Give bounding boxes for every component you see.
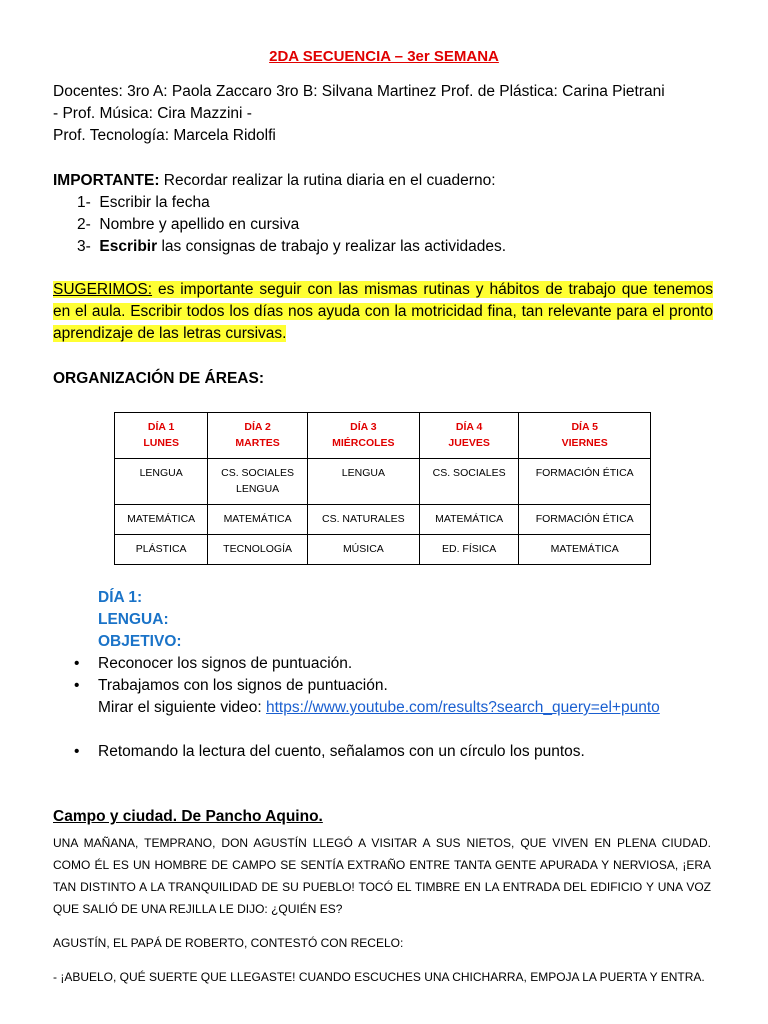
- organizacion-title: ORGANIZACIÓN DE ÁREAS:: [53, 370, 264, 387]
- story-paragraph: AGUSTÍN, EL PAPÁ DE ROBERTO, CONTESTÓ CON RECELO:: [53, 936, 404, 950]
- table-cell: MATEMÁTICA: [519, 535, 651, 565]
- table-header-day-5: DÍA 5 VIERNES: [519, 413, 651, 459]
- dia1-area: LENGUA:: [98, 611, 169, 628]
- rutina-item: [77, 236, 713, 258]
- bullet-icon: •: [74, 743, 80, 760]
- list-item-text: Reconocer los signos de puntuación.: [98, 655, 353, 672]
- table-header-day-2: DÍA 2 MARTES: [208, 413, 308, 459]
- dia1-day: DÍA 1:: [98, 589, 143, 606]
- table-header-row: [115, 413, 651, 459]
- table-cell: TECNOLOGÍA: [208, 535, 308, 565]
- rutina-item: [77, 214, 713, 236]
- areas-table: [114, 412, 651, 565]
- table-cell: MÚSICA: [307, 535, 419, 565]
- table-cell: PLÁSTICA: [115, 535, 208, 565]
- table-cell: FORMACIÓN ÉTICA: [519, 459, 651, 505]
- rutina-list: [53, 192, 713, 258]
- importante-label: IMPORTANTE:: [53, 172, 160, 189]
- table-cell: LENGUA: [115, 459, 208, 505]
- bullet-icon: •: [74, 655, 80, 672]
- rutina-item-bold: Escribir: [99, 238, 158, 255]
- table-cell: CS. NATURALES: [307, 505, 419, 535]
- list-item: [74, 653, 734, 675]
- story-paragraph: - ¡ABUELO, QUÉ SUERTE QUE LLEGASTE! CUANDO ESCUCHES UNA CHICHARRA, EMPOJA LA PUERTA Y ENTRA.: [53, 970, 705, 984]
- document-title: 2DA SECUENCIA – 3er SEMANA: [269, 48, 499, 65]
- list-item: [74, 675, 734, 719]
- objetivos-list: [74, 653, 734, 763]
- list-item-text: Trabajamos con los signos de puntuación. Mirar el siguiente video: https://www.youtube.com/results?search_query=el+punto: [98, 677, 660, 716]
- rutina-item-number: 2-: [77, 216, 91, 233]
- sugerimos-block: [53, 279, 713, 345]
- rutina-item-text: las consignas de trabajo y realizar las actividades.: [157, 238, 507, 255]
- importante-intro: [53, 170, 713, 192]
- rutina-item-number: 1-: [77, 194, 91, 211]
- table-cell: LENGUA: [307, 459, 419, 505]
- docentes-line-2: - Prof. Música: Cira Mazzini -: [53, 105, 252, 122]
- table-cell: CS. SOCIALES LENGUA: [208, 459, 308, 505]
- sugerimos-label: SUGERIMOS:: [53, 281, 153, 298]
- dia1-heading: [98, 587, 182, 653]
- table-cell: MATEMÁTICA: [115, 505, 208, 535]
- importante-block: [53, 170, 713, 258]
- table-header-day-3: DÍA 3 MIÉRCOLES: [307, 413, 419, 459]
- rutina-item-text: Escribir la fecha: [99, 194, 210, 211]
- table-header-day-1: DÍA 1 LUNES: [115, 413, 208, 459]
- docentes-line-3: Prof. Tecnología: Marcela Ridolfi: [53, 127, 276, 144]
- story-paragraph: UNA MAÑANA, TEMPRANO, DON AGUSTÍN LLEGÓ A VISITAR A SUS NIETOS, QUE VIVEN EN PLENA CIUDAD. COMO ÉL ES UN HOMBRE DE CAMPO SE SENTÍA EXTRAÑO ENTRE TANTA GENTE APURADA Y NERVIOSA, ¡ERA TAN DISTINTO A LA TRANQUILIDAD DE SU PUEBLO! TOCÓ EL TIMBRE EN LA ENTRADA DEL EDIFICIO Y UNA VOZ QUE SALIÓ DE UNA REJILLA LE DIJO: ¿QUIÉN ES?: [53, 836, 711, 916]
- table-cell: MATEMÁTICA: [419, 505, 519, 535]
- table-header-day-4: DÍA 4 JUEVES: [419, 413, 519, 459]
- rutina-item: [77, 192, 713, 214]
- rutina-item-number: 3-: [77, 238, 91, 255]
- video-link[interactable]: https://www.youtube.com/results?search_query=el+punto: [266, 699, 660, 716]
- table-cell: FORMACIÓN ÉTICA: [519, 505, 651, 535]
- list-item-text: Retomando la lectura del cuento, señalamos con un círculo los puntos.: [98, 743, 585, 760]
- docentes-line-1: Docentes: 3ro A: Paola Zaccaro 3ro B: Silvana Martinez Prof. de Plástica: Carina Pietrani: [53, 83, 665, 100]
- importante-text: Recordar realizar la rutina diaria en el cuaderno:: [159, 172, 496, 189]
- table-cell: ED. FÍSICA: [419, 535, 519, 565]
- story-title: Campo y ciudad. De Pancho Aquino.: [53, 808, 323, 825]
- table-cell: MATEMÁTICA: [208, 505, 308, 535]
- table-row: [115, 505, 651, 535]
- sugerimos-text: es importante seguir con las mismas rutinas y hábitos de trabajo que tenemos en el aula. Escribir todos los días nos ayuda con la motricidad fina, tan relevante para el pronto aprendizaje de las letras cursivas.: [53, 281, 713, 342]
- table-row: [115, 535, 651, 565]
- dia1-objetivo: OBJETIVO:: [98, 633, 182, 650]
- table-row: [115, 459, 651, 505]
- table-cell: CS. SOCIALES: [419, 459, 519, 505]
- bullet-icon: •: [74, 677, 80, 694]
- rutina-item-text: Nombre y apellido en cursiva: [99, 216, 300, 233]
- list-item: [74, 741, 734, 763]
- story-text: [53, 832, 711, 1000]
- docentes-block: [53, 81, 713, 147]
